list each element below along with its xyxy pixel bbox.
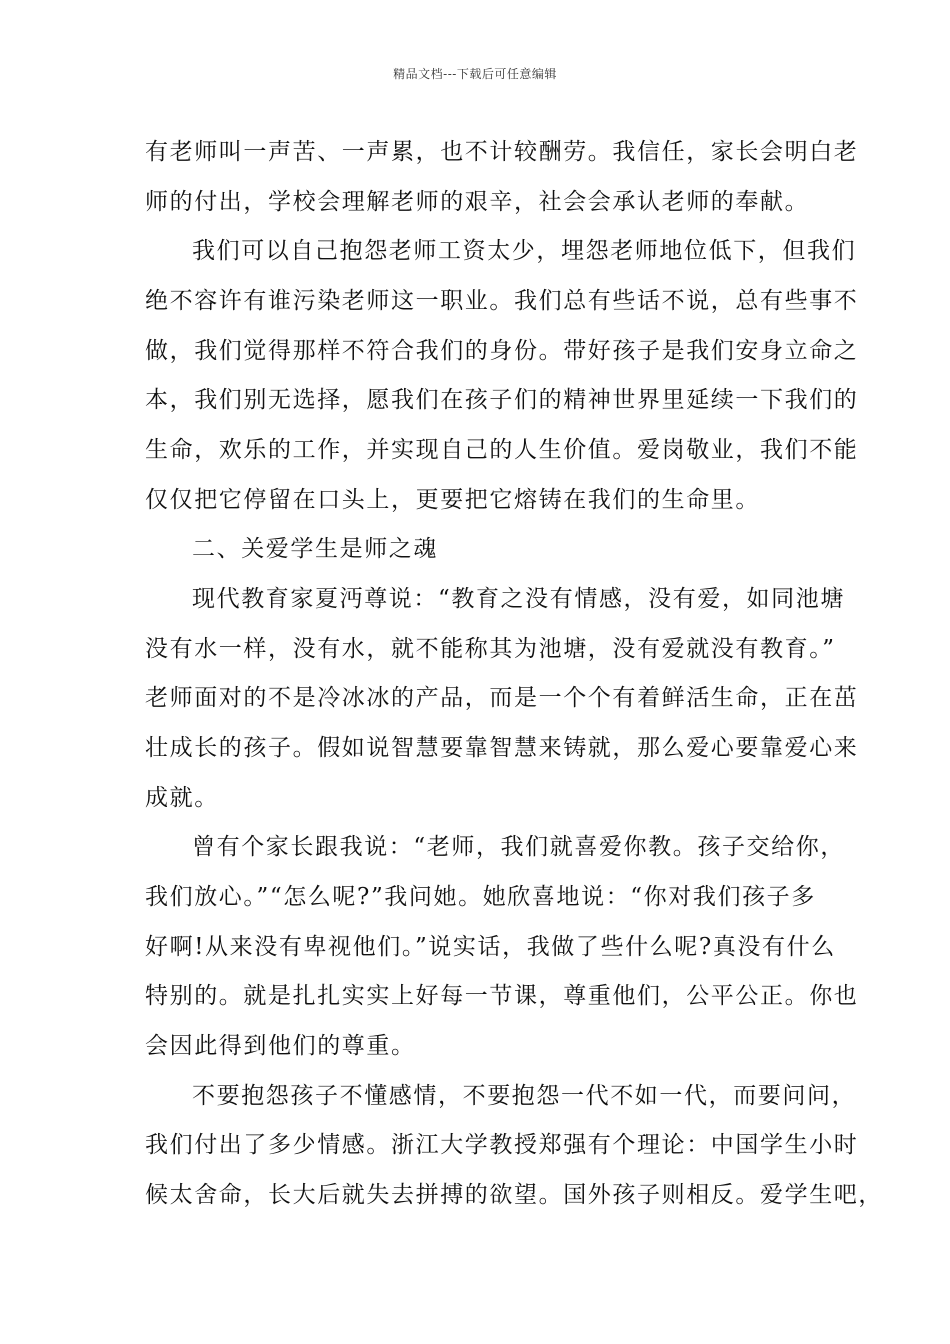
text-line-1: 有老师叫一声苦、一声累，也不计较酬劳。我信任，家长会明白老 <box>145 139 859 165</box>
text-line-12: 老师面对的不是冷冰冰的产品，而是一个个有着鲜活生命，正在茁 <box>145 685 859 711</box>
text-line-18: 特别的。就是扎扎实实上好每一节课，尊重他们，公平公正。你也 <box>145 983 859 1009</box>
text-line-2: 师的付出，学校会理解老师的艰辛，社会会承认老师的奉献。 <box>145 189 810 215</box>
text-line-10: 现代教育家夏沔尊说：“教育之没有情感，没有爱，如同池塘 <box>192 586 845 612</box>
text-line-11: 没有水一样，没有水，就不能称其为池塘，没有爱就没有教育。” <box>145 636 836 662</box>
text-line-3: 我们可以自己抱怨老师工资太少，埋怨老师地位低下，但我们 <box>192 238 857 264</box>
text-line-6: 本，我们别无选择，愿我们在孩子们的精神世界里延续一下我们的 <box>145 387 859 413</box>
text-line-7: 生命，欢乐的工作，并实现自己的人生价值。爱岗敬业，我们不能 <box>145 437 859 463</box>
page-header: 精品文档---下载后可任意编辑 <box>393 67 557 81</box>
text-line-13: 壮成长的孩子。假如说智慧要靠智慧来铸就，那么爱心要靠爱心来 <box>145 735 859 761</box>
text-line-5: 做，我们觉得那样不符合我们的身份。带好孩子是我们安身立命之 <box>145 338 859 364</box>
section-heading: 二、关爱学生是师之魂 <box>192 536 438 562</box>
text-line-17: 好啊!从来没有卑视他们。”说实话，我做了些什么呢?真没有什么 <box>145 934 836 960</box>
text-line-16: 我们放心。”“怎么呢?”我问她。她欣喜地说：“你对我们孩子多 <box>145 884 816 910</box>
text-line-21: 我们付出了多少情感。浙江大学教授郑强有个理论：中国学生小时 <box>145 1132 859 1158</box>
text-line-20: 不要抱怨孩子不懂感情，不要抱怨一代不如一代，而要问问， <box>192 1083 857 1109</box>
text-line-8: 仅仅把它停留在口头上，更要把它熔铸在我们的生命里。 <box>145 487 760 513</box>
text-line-4: 绝不容许有谁污染老师这一职业。我们总有些话不说，总有些事不 <box>145 288 859 314</box>
text-line-22: 候太舍命，长大后就失去拼搏的欲望。国外孩子则相反。爱学生吧， <box>145 1182 883 1208</box>
text-line-19: 会因此得到他们的尊重。 <box>145 1033 416 1059</box>
text-line-15: 曾有个家长跟我说：“老师，我们就喜爱你教。孩子交给你， <box>192 834 845 860</box>
text-line-14: 成就。 <box>145 785 219 811</box>
